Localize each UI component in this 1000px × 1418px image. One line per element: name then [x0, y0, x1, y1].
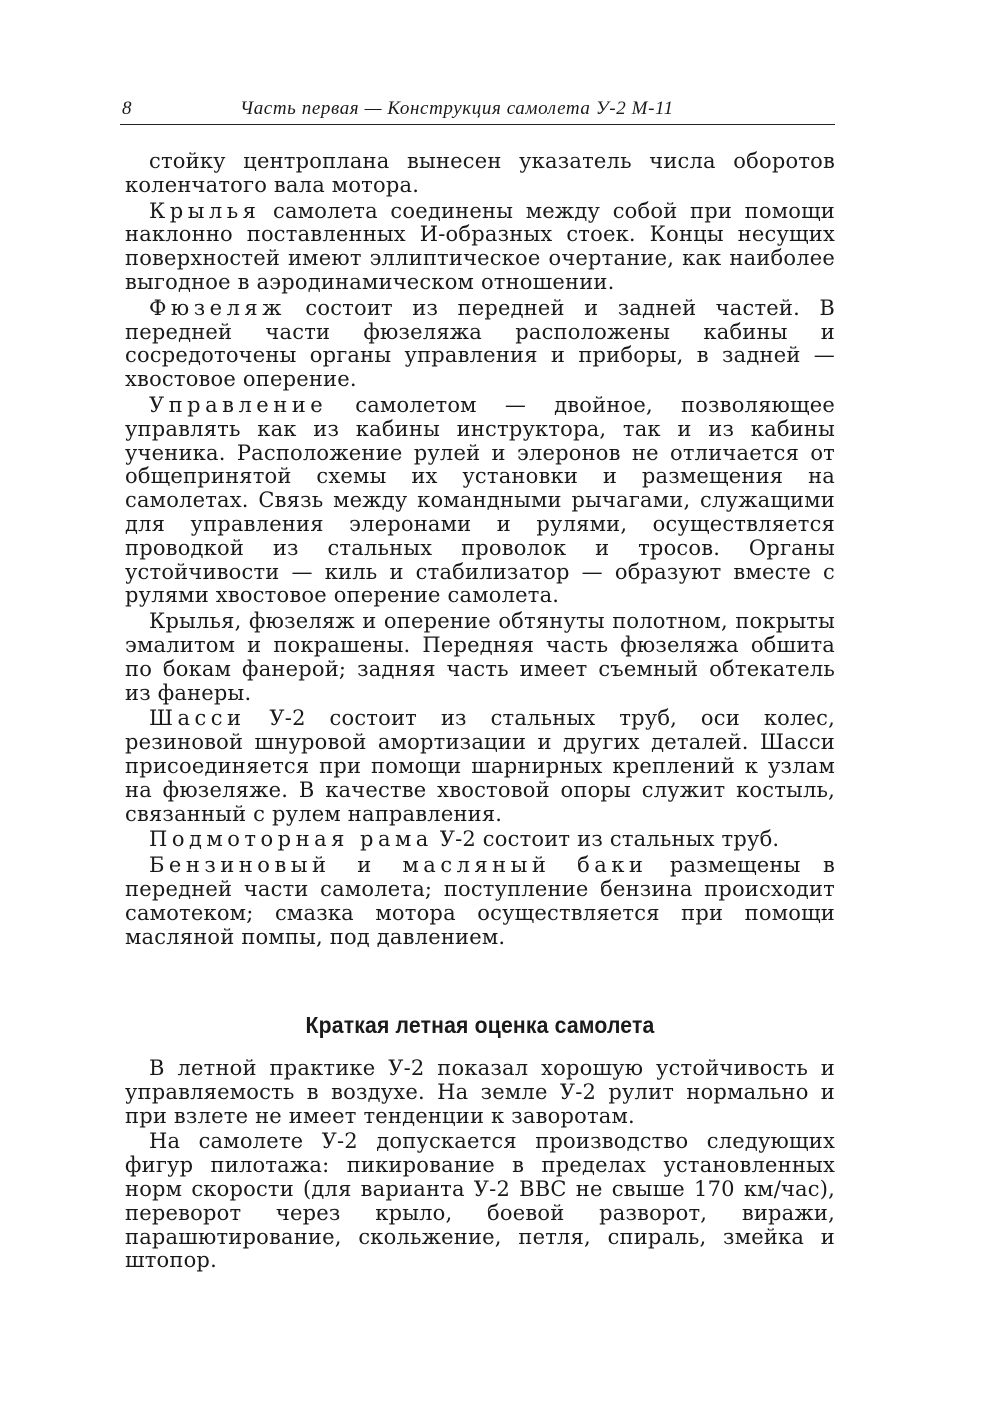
paragraph [125, 707, 835, 826]
section-text [125, 1057, 835, 1275]
paragraph-text: Крылья, фюзеляж и оперение обтянуты полотном, покрыты эмалитом и покрашены. Передняя часть фюзеляжа обшита по бокам фанерой; задняя часть имеет съемный обтекатель из фанеры. [125, 609, 835, 705]
paragraph-lead-term: Крылья [149, 198, 261, 223]
section-heading: Краткая летная оценка самолета [305, 1012, 655, 1038]
paragraph-text: размещены в передней части самолета; поступление бензина происходит самотеком; смазка мотора осуществляется при помощи масляной помпы, под давлением. [125, 853, 836, 949]
paragraph [125, 200, 835, 295]
paragraph-text: В летной практике У-2 показал хорошую устойчивость и управляемость в воздухе. На земле У-2 рулит нормально и при взлете не имеет тенденции к заворотам. [125, 1056, 835, 1128]
paragraph [125, 297, 835, 392]
paragraph-lead-term: Фюзеляж [149, 295, 287, 320]
page-header [120, 96, 835, 125]
page-number: 8 [122, 98, 133, 119]
paragraph [125, 828, 835, 852]
paragraph-text: стойку центроплана вынесен указатель числа оборотов коленчатого вала мотора. [125, 149, 835, 197]
paragraph-text: состоит из передней и задней частей. В передней части фюзеляжа расположены кабины и сосредоточены органы управления и приборы, в задней — хвостовое оперение. [125, 295, 835, 392]
paragraph-lead-term: Шасси [149, 706, 246, 731]
paragraph [125, 610, 835, 705]
paragraph-text: У-2 состоит из стальных труб. [432, 827, 780, 852]
running-title: Часть первая — Конструкция самолета У-2 М-11 [240, 98, 674, 119]
paragraph [125, 394, 835, 608]
main-text [125, 150, 835, 951]
paragraph [125, 1057, 835, 1128]
paragraph [125, 1130, 835, 1273]
paragraph-text: У-2 состоит из стальных труб, оси колес, резиновой шнуровой амортизации и других деталей. Шасси присоединяется при помощи шарнирных креплений к узлам на фюзеляже. В качестве хвостовой опоры служит костыль, связанный с рулем направления. [125, 706, 835, 826]
paragraph [125, 854, 835, 949]
paragraph-lead-term: Подмоторная рама [149, 827, 433, 852]
paragraph-lead-term: Управление [149, 392, 328, 417]
paragraph-text: самолетом — двойное, позволяющее управлять как из кабины инструктора, так и из кабины ученика. Расположение рулей и элеронов не отличается от общепринятой схемы их установки и размещения на самолетах. Связь между командными рычагами, служащими для управления элеронами и рулями, осуществляется проводкой из стальных проволок и тросов. Органы устойчивости — киль и стабилизатор — образуют вместе с рулями хвостовое оперение самолета. [125, 392, 835, 608]
paragraph-text: самолета соединены между собой при помощи наклонно поставленных И-образных стоек. Концы несущих поверхностей имеют эллиптическое очертание, как наиболее выгодное в аэродинамическом отношении. [125, 198, 835, 294]
paragraph-lead-term: Бензиновый и масляный баки [149, 853, 648, 878]
paragraph-text: На самолете У-2 допускается производство следующих фигур пилотажа: пикирование в пределах установленных норм скорости (для варианта У-2 ВВС не свыше 170 км/час), переворот через крыло, боевой разворот, виражи, парашютирование, скольжение, петля, спираль, змейка и штопор. [125, 1129, 835, 1273]
paragraph [125, 150, 835, 198]
